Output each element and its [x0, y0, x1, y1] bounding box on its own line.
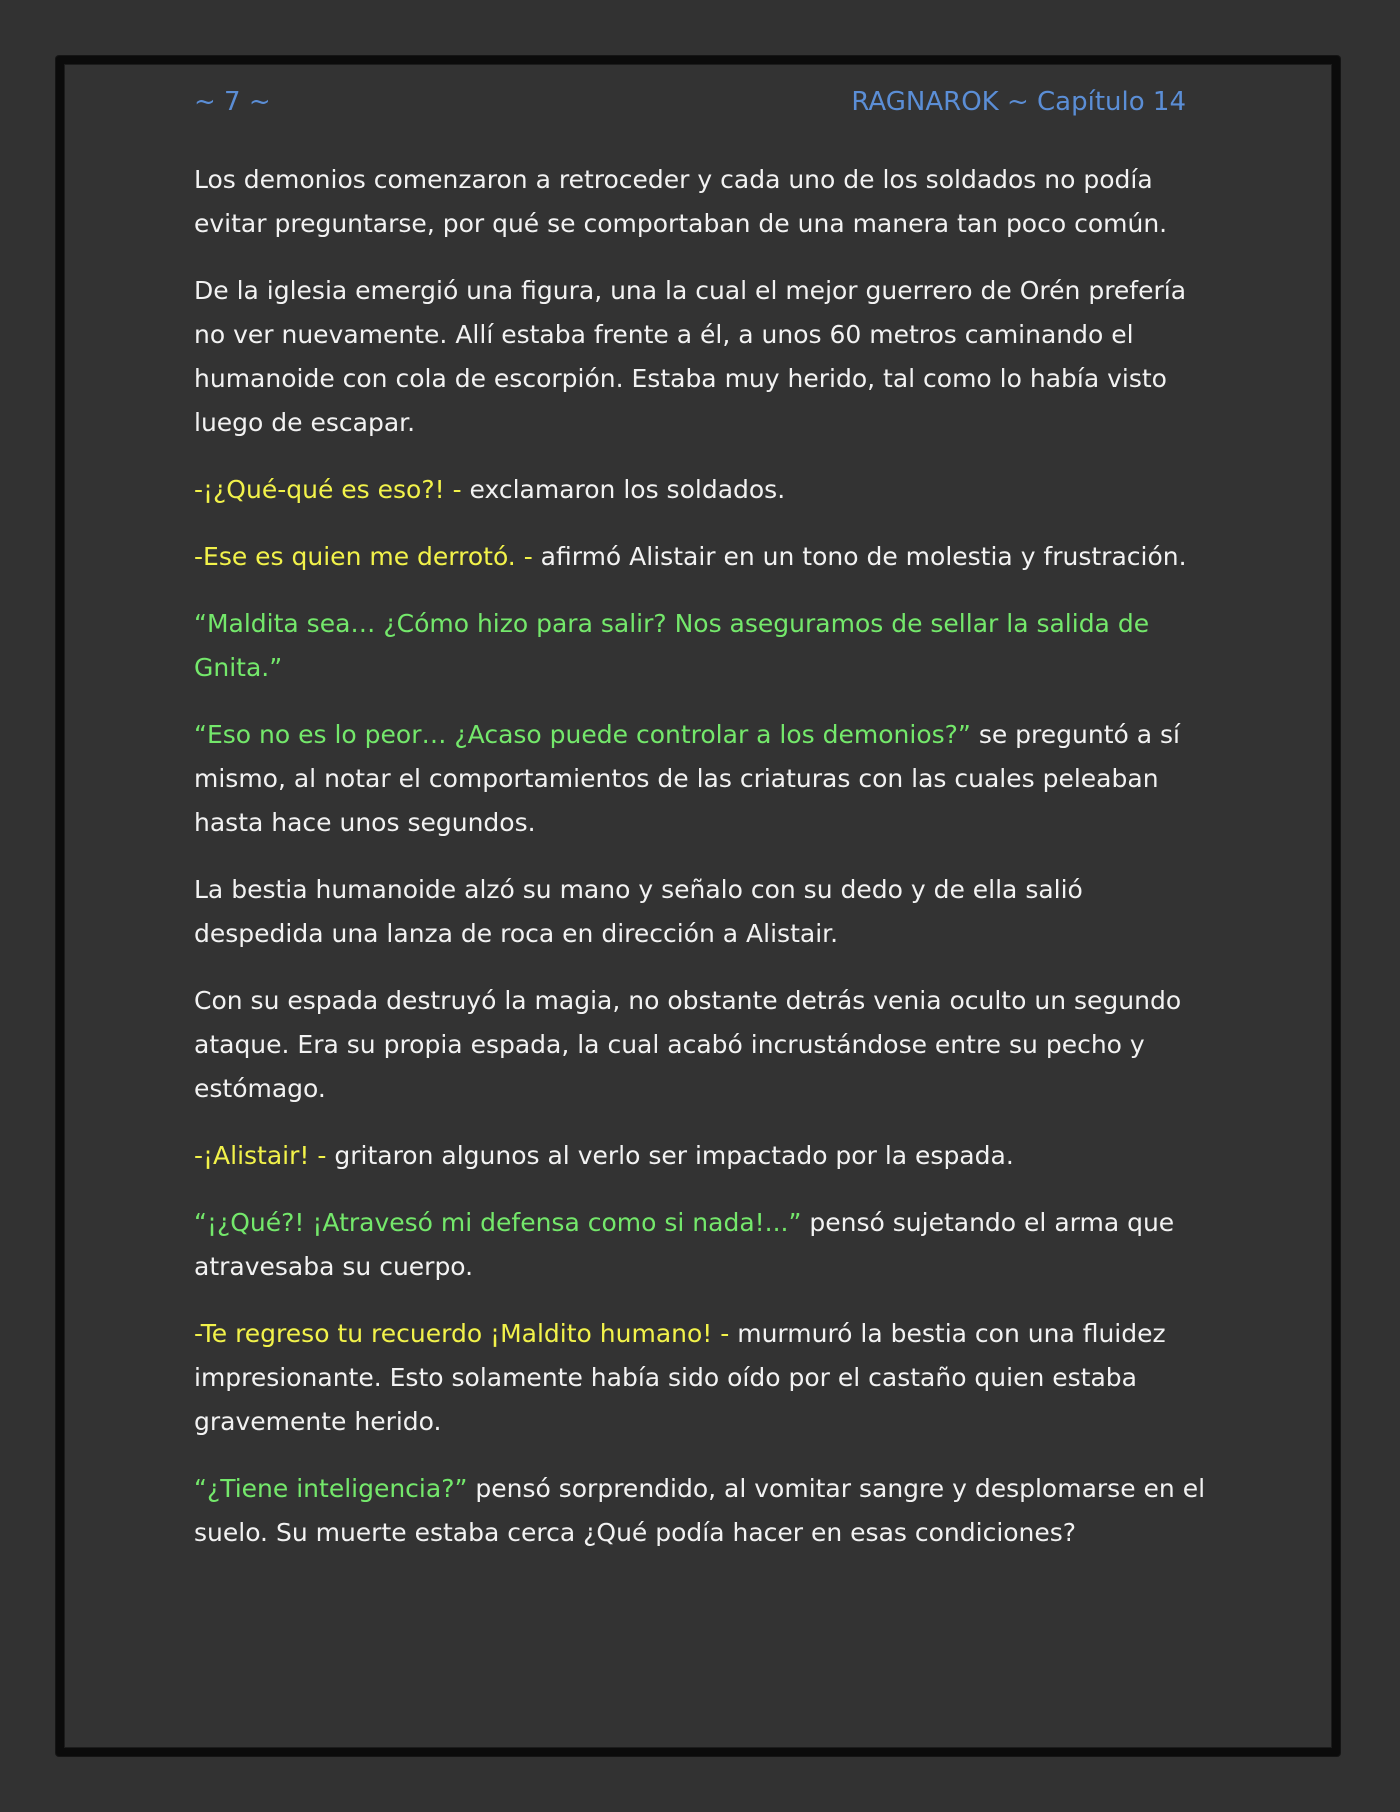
- story-text: [194, 158, 1209, 1578]
- paragraph: [194, 468, 1209, 512]
- chapter-title: RAGNAROK ~ Capítulo 14: [851, 87, 1186, 117]
- thought: “Maldita sea… ¿Cómo hizo para salir? Nos aseguramos de sellar la salida de Gnita.”: [194, 609, 1150, 682]
- paragraph: [194, 602, 1209, 690]
- thought: “Eso no es lo peor… ¿Acaso puede controlar a los demonios?”: [194, 720, 979, 749]
- text-segment: De la iglesia emergió una figura, una la cual el mejor guerrero de Orén prefería no ver nuevamente. Allí estaba frente a él, a unos 60 metros caminando el humanoide con cola de escorpión. Estaba muy herido, tal como lo había visto luego de escapar.: [194, 276, 1187, 437]
- narration: murmuró la bestia con una fluidez impresionante. Esto solamente había sido oído por el castaño quien estaba gravemente herido.: [194, 1319, 1166, 1436]
- thought: “¿Tiene inteligencia?”: [194, 1474, 476, 1503]
- narration: pensó sorprendido, al vomitar sangre y desplomarse en el suelo. Su muerte estaba cerca ¿Qué podía hacer en esas condiciones?: [194, 1474, 1206, 1547]
- narration: se preguntó a sí mismo, al notar el comportamientos de las criaturas con las cuales peleaban hasta hace unos segundos.: [194, 720, 1180, 837]
- narration: pensó sujetando el arma que atravesaba su cuerpo.: [194, 1208, 1175, 1281]
- page-number: ~ 7 ~: [194, 87, 271, 117]
- paragraph: [194, 158, 1209, 246]
- paragraph: [194, 535, 1209, 579]
- dialogue: -¡Alistair! -: [194, 1141, 335, 1170]
- paragraph: [194, 1201, 1209, 1289]
- dialogue: -¡¿Qué-qué es eso?! -: [194, 475, 470, 504]
- narration: afirmó Alistair en un tono de molestia y frustración.: [540, 542, 1187, 571]
- text-segment: La bestia humanoide alzó su mano y señalo con su dedo y de ella salió despedida una lanza de roca en dirección a Alistair.: [194, 875, 1083, 948]
- dialogue: -Te regreso tu recuerdo ¡Maldito humano! -: [194, 1319, 738, 1348]
- paragraph: [194, 269, 1209, 445]
- text-segment: Con su espada destruyó la magia, no obstante detrás venia oculto un segundo ataque. Era su propia espada, la cual acabó incrustándose entre su pecho y estómago.: [194, 986, 1182, 1103]
- thought: “¡¿Qué?! ¡Atravesó mi defensa como si nada!...”: [194, 1208, 810, 1237]
- page-header: [194, 82, 1186, 122]
- dialogue: -Ese es quien me derrotó. -: [194, 542, 541, 571]
- paragraph: [194, 713, 1209, 845]
- paragraph: [194, 868, 1209, 956]
- paragraph: [194, 1312, 1209, 1444]
- narration: exclamaron los soldados.: [469, 475, 786, 504]
- text-segment: Los demonios comenzaron a retroceder y cada uno de los soldados no podía evitar preguntarse, por qué se comportaban de una manera tan poco común.: [194, 165, 1168, 238]
- paragraph: [194, 1134, 1209, 1178]
- paragraph: [194, 1467, 1209, 1555]
- narration: gritaron algunos al verlo ser impactado por la espada.: [334, 1141, 1014, 1170]
- paragraph: [194, 979, 1209, 1111]
